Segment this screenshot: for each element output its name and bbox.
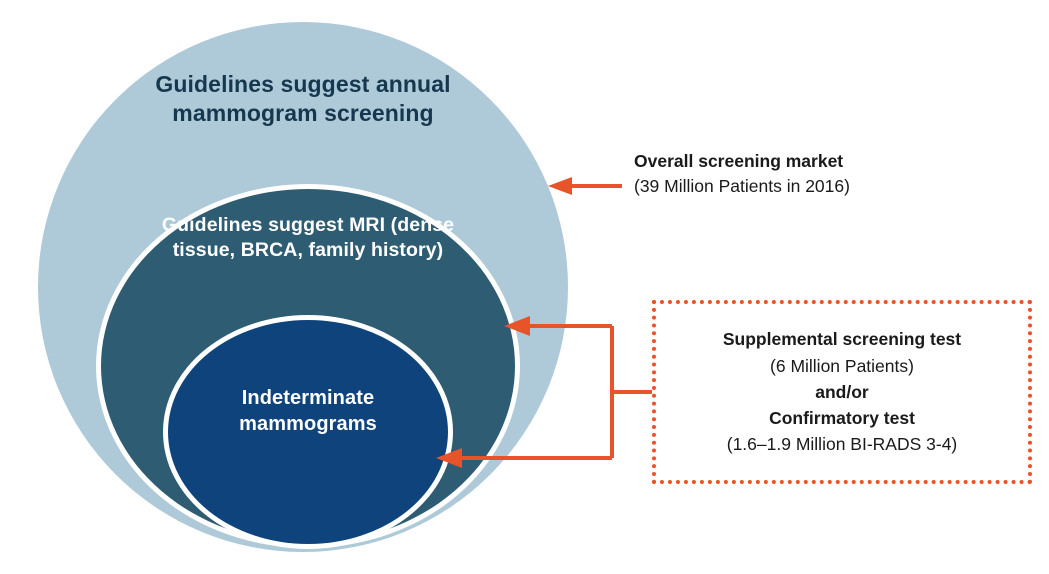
annotation-overall-screening	[634, 149, 964, 200]
annotation-overall-title: Overall screening market	[634, 151, 844, 171]
annotation-supplemental-box	[652, 300, 1032, 484]
arrow-to-outer-circle	[548, 177, 622, 195]
annotation-supplemental-line2: (6 Million Patients)	[770, 355, 914, 376]
annotation-supplemental-line3: and/or	[815, 381, 869, 402]
annotation-supplemental-line1: Supplemental screening test	[722, 329, 962, 350]
annotation-supplemental-line4: Confirmatory test	[769, 408, 915, 429]
circle-overall-screening-label: Guidelines suggest annual mammogram screening	[155, 71, 451, 127]
circle-mri-guidelines-label: Guidelines suggest MRI (dense tissue, BRCA, family history)	[161, 214, 455, 261]
circle-indeterminate-mammograms	[163, 315, 453, 549]
circle-indeterminate-mammograms-label: Indeterminate mammograms	[239, 387, 377, 435]
annotation-supplemental-line5: (1.6–1.9 Million BI-RADS 3-4)	[726, 434, 958, 455]
annotation-overall-subtitle: (39 Million Patients in 2016)	[634, 176, 850, 197]
